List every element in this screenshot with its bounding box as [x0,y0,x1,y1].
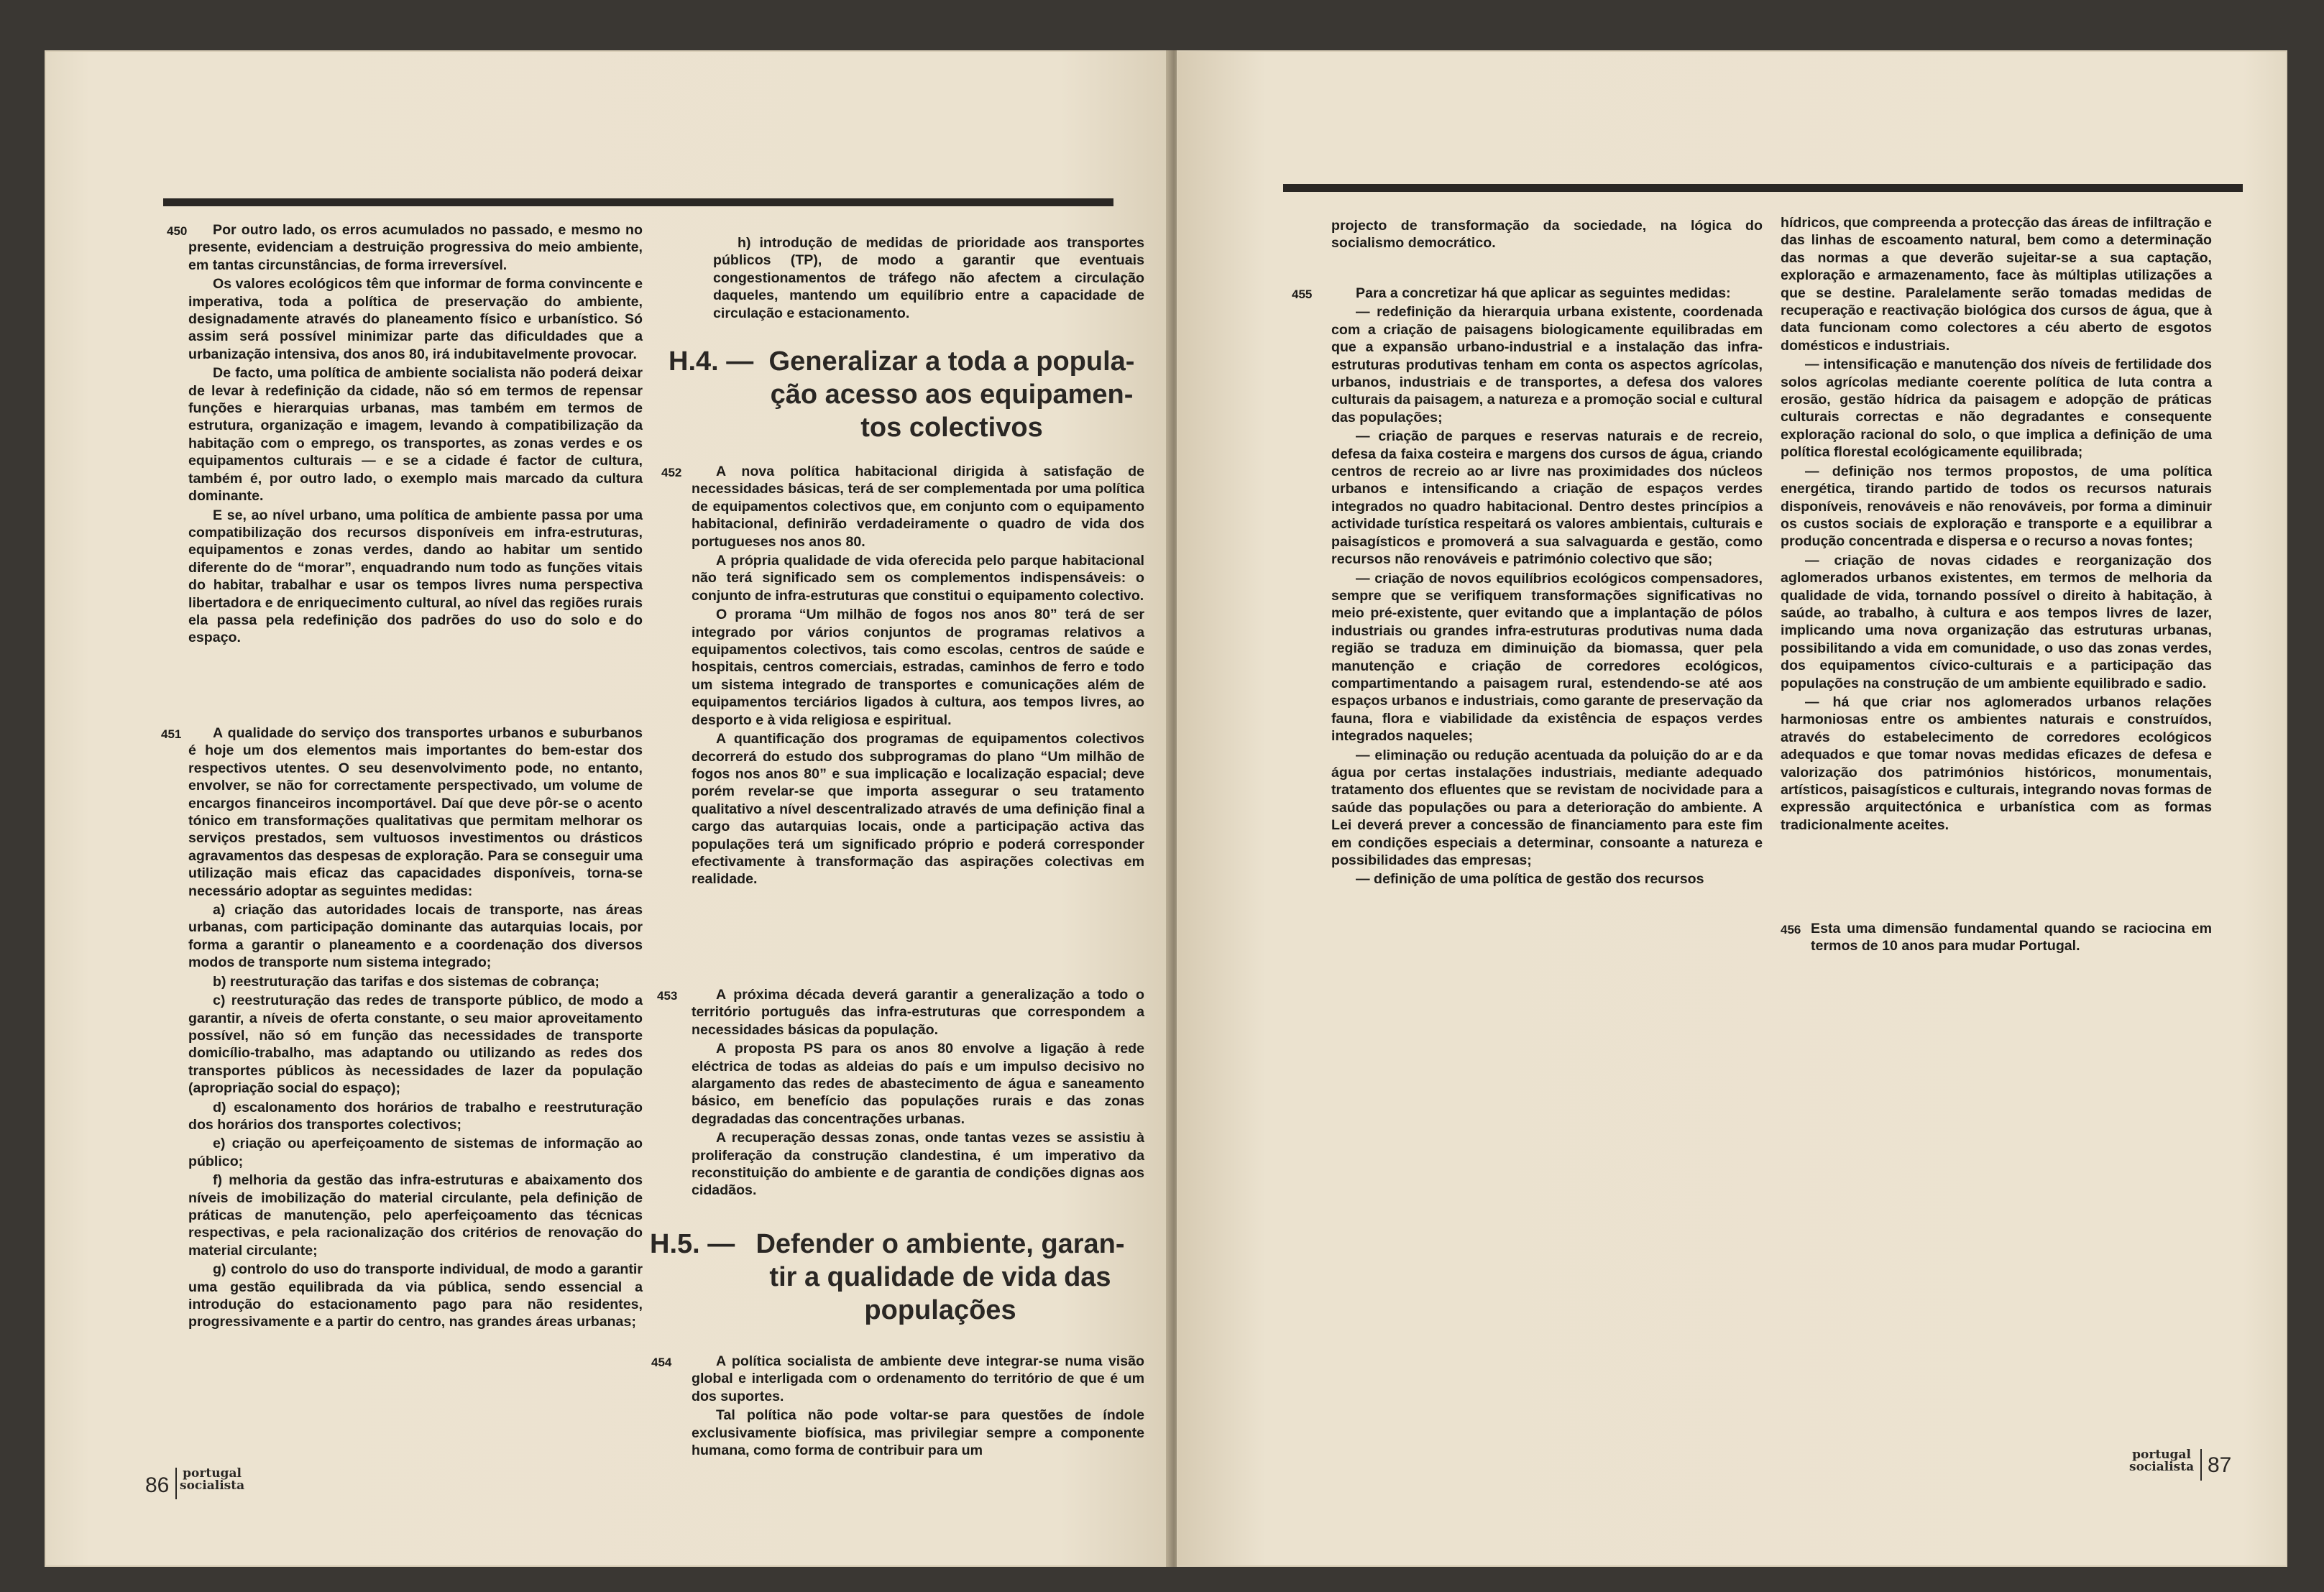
heading-line: tir a qualidade de vida das [769,1262,1111,1292]
heading-label: H.4. — [669,346,754,377]
list-item: c) reestruturação das redes de transporte público, de modo a garantir, a níveis de oferta constante, o seu maior aproveitamento possível, não só em função das necessidades de transporte domicílio-trabalho, mas adaptando ou utilizando as redes dos transportes públicos às necessidades de lazer da população (apropriação social do espaço); [188,993,643,1097]
paragraph: Os valores ecológicos têm que informar de forma convincente e imperativa, toda a política de preservação do ambiente, designadamente através do planeamento físico e urbanístico. Só assim será possível minimizar parte das dificuldades que a urbanização intensiva, dos anos 80, irá indubitavelmente provocar. [188,276,643,362]
open-magazine [45,50,2287,1567]
paragraph: A quantificação dos programas de equipamentos colectivos decorrerá do estudo dos subprogramas do plano “Um milhão de fogos nos anos 80” e sua implicação e localização espacial; deve porém revelar-se que importa assegurar o seu tratamento qualitativo a nível descentralizado através de uma definição final a cargo das autarquias locais, onde a participação activa das populações terá um significado próprio e poderá corresponder efectivamente à transformação das aspirações colectivas em realidade. [692,731,1144,888]
list-item: — redefinição da hierarquia urbana existente, coordenada com a criação de paisagens biologicamente equilibradas em que a expansão urbano-industrial e a instalação das infra-estruturas produtivas tenham em conta os aspectos agrícolas, urbanos, industriais e de transportes, a defesa dos valores culturais da paisagem, a natureza e a promoção social e cultural das populações; [1331,304,1763,425]
logo-line: socialista [180,1478,245,1493]
left-page [45,50,1173,1567]
paragraph: Por outro lado, os erros acumulados no passado, e mesmo no presente, evidenciam a destruição progressiva do meio ambiente, em tantas circunstâncias, de forma irreversível. [188,222,643,273]
page-number: 86 [145,1473,170,1497]
page-number: 87 [2208,1453,2232,1477]
heading-line: Generalizar a toda a popula- [768,346,1135,377]
logo-line: portugal [183,1466,242,1481]
paragraph-number: 450 [167,224,188,238]
publication-logo [180,1468,244,1492]
right-page [1177,50,2287,1567]
top-rule [1283,184,2243,192]
list-item: d) escalonamento dos horários de trabalho e reestruturação dos horários dos transportes colectivos; [188,1099,643,1133]
paragraph: Para a concretizar há que aplicar as seguintes medidas: [1356,285,1731,301]
paragraph: A qualidade do serviço dos transportes urbanos e suburbanos é hoje um dos elementos mais importantes do bem-estar dos respectivos utentes. O seu desenvolvimento pode, no entanto, envolver, se não for correctamente perspectivado, um volume de encargos financeiros incomportável. Daí que deve pôr-se o acento tónico em transformações qualitativas que permitam melhorar os serviços prestados, sem vultuosos investimentos ou drásticos agravamentos das despesas de exploração. Para se conseguir uma utilização mais eficaz das capacidades disponíveis, torna-se necessário adoptar as seguintes medidas: [188,725,643,899]
paragraph: A política socialista de ambiente deve integrar-se numa visão global e interligada com o ordenamento do território de que é um dos suportes. [692,1353,1144,1404]
paragraph: O prorama “Um milhão de fogos nos anos 80” terá de ser integrado por vários conjuntos de programas relativos a equipamentos colectivos, tais como escolas, centros de saúde e hospitais, centros comerciais, estradas, caminhos de ferro e todo um sistema integrado de transportes e comunicações além de equipamentos terciários ligados à cultura, aos tempos livres, ao desporto e à vida religiosa e espiritual. [692,607,1144,728]
column-2-para-453 [692,986,1144,1201]
paragraph: A recuperação dessas zonas, onde tantas vezes se assistiu à proliferação da construção clandestina, é um imperativo da reconstituição do ambiente e de garantia de condições dignas aos cidadãos. [692,1130,1144,1199]
heading-line: populações [864,1295,1016,1325]
list-item: — criação de novas cidades e reorganização dos aglomerados urbanos existentes, em termos de melhoria da qualidade de vida, tornando possível o direito à habitação, à saúde, ao trabalho, à cultura e aos tempos livres de lazer, implicando uma nova organização das estruturas urbanas, possibilitando a vida em comunidade, o uso das zonas verdes, dos equipamentos cívico-culturais e a participação das populações na construção de um ambiente equilibrado e sadio. [1781,552,2212,691]
column-2-para-452 [692,463,1144,890]
list-item: g) controlo do uso do transporte individual, de modo a garantir uma gestão equilibrada da via pública, sendo essencial a introdução do estacionamento pago para não residentes, progressivamente e a partir do centro, nas grandes áreas urbanas; [188,1261,643,1330]
paragraph: Esta uma dimensão fundamental quando se raciocina em termos de 10 anos para mudar Portugal. [1811,921,2212,954]
heading-text [758,345,1146,444]
folio-divider [175,1468,177,1499]
paragraph-number: 454 [651,1356,672,1369]
column-1-para-450 [188,221,643,648]
paragraph-number: 452 [661,466,682,479]
list-item: — criação de parques e reservas naturais e de recreio, defesa da faixa costeira e margens dos cursos de água, criando centros de recreio ao ar livre nas proximidades dos núcleos urbanos e intensificando a criação de espaços verdes integrados no quadro habitacional. Dentro destes princípios a actividade turística respeitará os valores ambientais, culturais e paisagísticos e promoverá a sua salvaguarda e gestão, como recursos não renováveis e património colectivo que são; [1331,428,1763,568]
list-item: — intensificação e manutenção dos níveis de fertilidade dos solos agrícolas mediante coerente política de luta contra a erosão, gestão hídrica da paisagem e adopção de práticas culturais correctas e não degradantes e consequente exploração racional do solo, o que implica a definição de uma política florestal ecológicamente equilibrada; [1781,356,2212,461]
paragraph-number: 455 [1292,287,1313,301]
heading-line: Defender o ambiente, garan- [755,1229,1125,1259]
heading-label: H.5. — [650,1229,735,1259]
section-heading-h4 [669,345,1157,453]
publication-logo [2129,1449,2194,1473]
column-4-para-456 [1811,920,2212,957]
list-item: — eliminação ou redução acentuada da poluição do ar e da água por certas instalações industriais, mediante adequado tratamento dos efluentes que se revistam de nocividade para a saúde das populações ou para a deterioração do ambiente. A Lei deverá prever a concessão de financiamento para este fim em condições especiais a determinar, consoante a natureza e possibilidades das empresas; [1331,747,1763,868]
column-3-para-455 [1331,285,1763,890]
list-item: b) reestruturação das tarifas e dos sistemas de cobrança; [213,973,600,990]
top-rule [163,198,1113,206]
list-item: f) melhoria da gestão das infra-estruturas e abaixamento dos níveis de imobilização do material circulante, pela definição de práticas de manutenção, pelo aperfeiçoamento das técnicas respectivas, e pela racionalização dos critérios de renovação do material circulante; [188,1172,643,1259]
section-heading-h5 [650,1228,1153,1335]
paragraph: A proposta PS para os anos 80 envolve a ligação à rede eléctrica de todas as aldeias do país e um impulso decisivo no alargamento das redes de abastecimento de água e saneamento básico, em benefício das populações rurais e das zonas degradadas das concentrações urbanas. [692,1041,1144,1127]
heading-line: tos colectivos [860,413,1043,443]
logo-line: socialista [2129,1460,2195,1474]
paragraph-number: 451 [161,727,182,741]
column-2-intro [713,234,1144,323]
column-1-para-451 [188,724,643,1333]
folio-divider [2200,1449,2202,1481]
logo-line: portugal [2132,1448,2191,1462]
list-item: — criação de novos equilíbrios ecológicos compensadores, sempre que se verifiquem transformações significativas no meio pré-existente, quer evitando que a implantação de pólos industriais ou grandes infra-estruturas produtivas numa dada região se traduza em diminuição da biomassa, quer pela manutenção e criação de corredores ecológicos, compartimentando a paisagem rural, estendendo-se até aos espaços urbanos e industriais, como garante de preservação da fauna, flora e viabilidade da existência de espaços verdes integrados naqueles; [1331,570,1763,745]
paragraph: A própria qualidade de vida oferecida pelo parque habitacional não terá significado sem os complementos indispensáveis: o conjunto de infra-estruturas que constitui o equipamento colectivo. [692,553,1144,604]
heading-line: ção acesso aos equipamen- [770,379,1134,410]
list-item: a) criação das autoridades locais de transporte, nas áreas urbanas, com participação dominante das autarquias locais, por forma a garantir o planeamento e a coordenação dos diversos modos de transporte num sistema integrado; [188,902,643,971]
column-2-para-454 [692,1353,1144,1460]
list-item: e) criação ou aperfeiçoamento de sistemas de informação ao público; [188,1136,643,1169]
paragraph: Tal política não pode voltar-se para questões de índole exclusivamente biofísica, mas privilegiar sempre a componente humana, como forma de contribuir para um [692,1407,1144,1459]
list-item: — definição de uma política de gestão dos recursos [1356,871,1704,888]
paragraph: A próxima década deverá garantir a generalização a todo o território português das infra-estruturas que correspondem a necessidades básicas da população. [692,987,1144,1038]
paragraph: De facto, uma política de ambiente socialista não poderá deixar de levar à redefinição da cidade, não só em termos de repensar funções e hierarquias urbanas, mas também em termos de estrutura, organização e imagem, levando à compatibilização da habitação com o emprego, os transportes, as zonas verdes e os equipamentos culturais — e se a cidade é factor de cultura, também é, por outro lado, o exemplo mais marcado da cultura dominante. [188,365,643,505]
list-item: h) introdução de medidas de prioridade aos transportes públicos (TP), de modo a garantir que eventuais congestionamentos de tráfego não afectem a circulação daqueles, mantendo um equilíbrio entre a capacidade de circulação e estacionamento. [713,235,1144,321]
paragraph: A nova política habitacional dirigida à satisfação de necessidades básicas, terá de ser complementada por uma política de equipamentos colectivos que, em conjunto com o equipamento habitacional, definirão verdadeiramente o quadro de vida dos portugueses nos anos 80. [692,464,1144,550]
column-4-text [1781,214,2212,835]
list-item: — definição nos termos propostos, de uma política energética, tirando partido de todos os recursos naturais disponíveis, renováveis e não renováveis, por forma a diminuir os custos sociais de exploração e transporte e a equilibrar a produção concentrada e dispersa e o recurso a novas fontes; [1781,463,2212,550]
heading-text [739,1228,1142,1327]
paragraph-number: 453 [657,989,678,1003]
paragraph: E se, ao nível urbano, uma política de ambiente passa por uma compatibilização dos recursos disponíveis em infra-estruturas, equipamentos e zonas verdes, dando ao habitar um sentido diferente do de “morar”, enquadrando num todo as funções vitais do habitar, trabalhar e usar os tempos livres numa perspectiva libertadora e de enriquecimento cultural, ao nível das regiões rurais ela passa pela redefinição dos padrões do uso do solo e do espaço. [188,507,643,646]
column-3-intro [1331,217,1763,254]
paragraph: projecto de transformação da sociedade, na lógica do socialismo democrático. [1331,218,1763,252]
paragraph: hídricos, que compreenda a protecção das áreas de infiltração e das linhas de escoamento natural, bem como a determinação das normas a que deverão sujeitar-se a sua captação, exploração e armazenamento, face às múltiplas utilizações a que se destine. Paralelamente serão tomadas medidas de recuperação e reactivação biológica dos cursos de água, que à data funcionam como colectores a céu aberto de esgotos domésticos e industriais. [1781,215,2212,354]
paragraph-number: 456 [1781,923,1801,937]
list-item: — há que criar nos aglomerados urbanos relações harmoniosas entre os ambientes naturais e construídos, através do estabelecimento de corredores ecológicos adequados e que tomar novas medidas eficazes de defesa e valorização dos patrimónios históricos, monumentais, artísticos, paisagísticos e culturais, integrando novas formas de expressão arquitectónica e urbanística com as formas tradicionalmente aceites. [1781,694,2212,833]
